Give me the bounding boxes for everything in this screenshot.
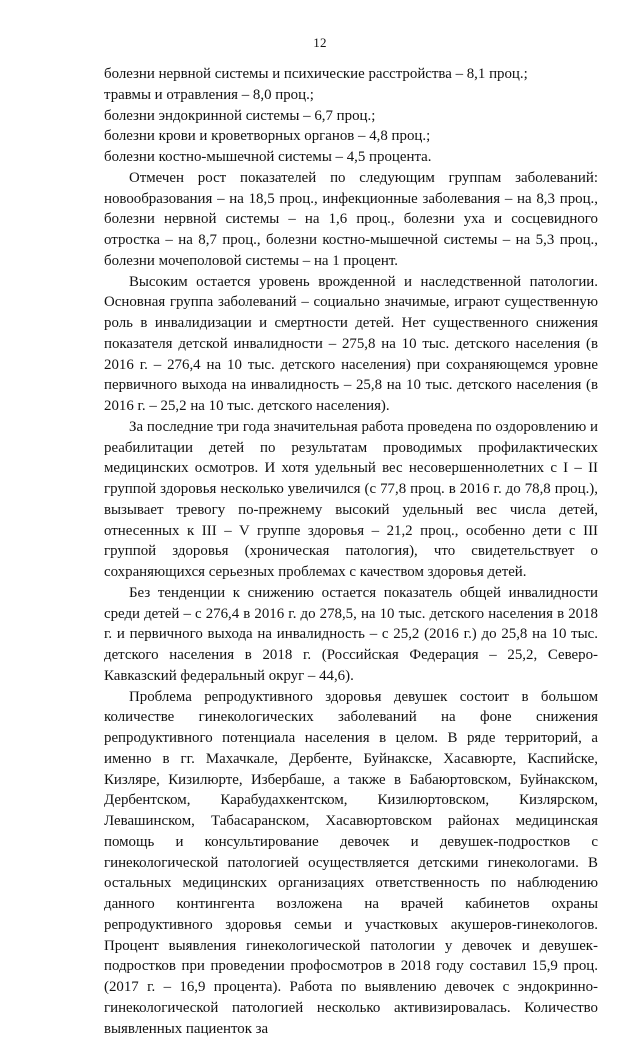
page-number: 12 bbox=[0, 35, 640, 51]
paragraph-reproductive-health: Проблема репродуктивного здоровья девушек состоит в большом количестве гинекологических заболеваний на фоне снижения репродуктивного потенциала населения в целом. В ряде территорий, а именно в гг. Махачкале, Дербенте, Буйнакске, Хасавюрте, Каспийске, Кизляре, Кизилюрте, Избербаше, а также в Бабаюртовском, Буйнакском, Дербентском, Карабудахкентском, Кизилюртовском, Кизлярском, Левашинском, Табасаранском, Хасавюртовском районах медицинская помощь и консультирование девочек и девушек-подростков с гинекологической патологией осуществляется детскими гинекологами. В остальных медицинских организациях ответственность по наблюдению данного контингента возложена на врачей кабинетов охраны репродуктивного здоровья семьи и участковых акушеров-гинекологов. Процент выявления гинекологической патологии у девочек и девушек-подростков при проведении профосмотров в 2018 году составил 15,9 проц. (2017 г. – 16,9 процента). Работа по выявлению девочек с эндокринно-гинекологической патологией несколько активизировалась. Количество выявленных пациенток за bbox=[104, 687, 598, 1039]
paragraph-disability: Без тенденции к снижению остается показатель общей инвалидности среди детей – с 276,4 в 2016 г. до 278,5, на 10 тыс. детского населения в 2018 г. и первичного выхода на инвалидность – с 25,2 (2016 г.) до 25,8 на 10 тыс. детского населения в 2018 г. (Российская Федерация – 25,2, Северо-Кавказский федеральный округ – 44,6). bbox=[104, 583, 598, 687]
paragraph-congenital-pathology: Высоким остается уровень врожденной и наследственной патологии. Основная группа заболеваний – социально значимые, играют существенную роль в инвалидизации и смертности детей. Нет существенного снижения показателя детской инвалидности – 275,8 на 10 тыс. детского населения (в 2016 г. – 276,4 на 10 тыс. детского населения) при сохраняющемся уровне первичного выхода на инвалидность – 25,8 на 10 тыс. детского населения (в 2016 г. – 25,2 на 10 тыс. детского населения). bbox=[104, 272, 598, 417]
document-body bbox=[104, 64, 598, 1039]
paragraph-disease-growth: Отмечен рост показателей по следующим группам заболеваний: новообразования – на 18,5 проц., инфекционные заболевания – на 8,3 проц., болезни нервной системы – на 1,6 проц., болезни уха и сосцевидного отростка – на 8,7 проц., болезни костно-мышечной системы – на 5,3 проц., болезни мочеполовой системы – на 1 процент. bbox=[104, 168, 598, 272]
list-item: болезни эндокринной системы – 6,7 проц.; bbox=[104, 106, 598, 127]
paragraph-rehabilitation: За последние три года значительная работа проведена по оздоровлению и реабилитации детей по результатам проводимых профилактических медицинских осмотров. И хотя удельный вес несовершеннолетних с I – II группой здоровья несколько увеличился (с 77,8 проц. в 2016 г. до 78,8 проц.), вызывает тревогу по-прежнему высокий удельный вес числа детей, отнесенных к III – V группе здоровья – 21,2 проц., особенно дети с III группой здоровья (хроническая патология), что свидетельствует о сохраняющихся серьезных проблемах с качеством здоровья детей. bbox=[104, 417, 598, 583]
list-item: болезни нервной системы и психические расстройства – 8,1 проц.; bbox=[104, 64, 598, 85]
list-item: болезни крови и кроветворных органов – 4,8 проц.; bbox=[104, 126, 598, 147]
list-item: травмы и отравления – 8,0 проц.; bbox=[104, 85, 598, 106]
list-item: болезни костно-мышечной системы – 4,5 процента. bbox=[104, 147, 598, 168]
